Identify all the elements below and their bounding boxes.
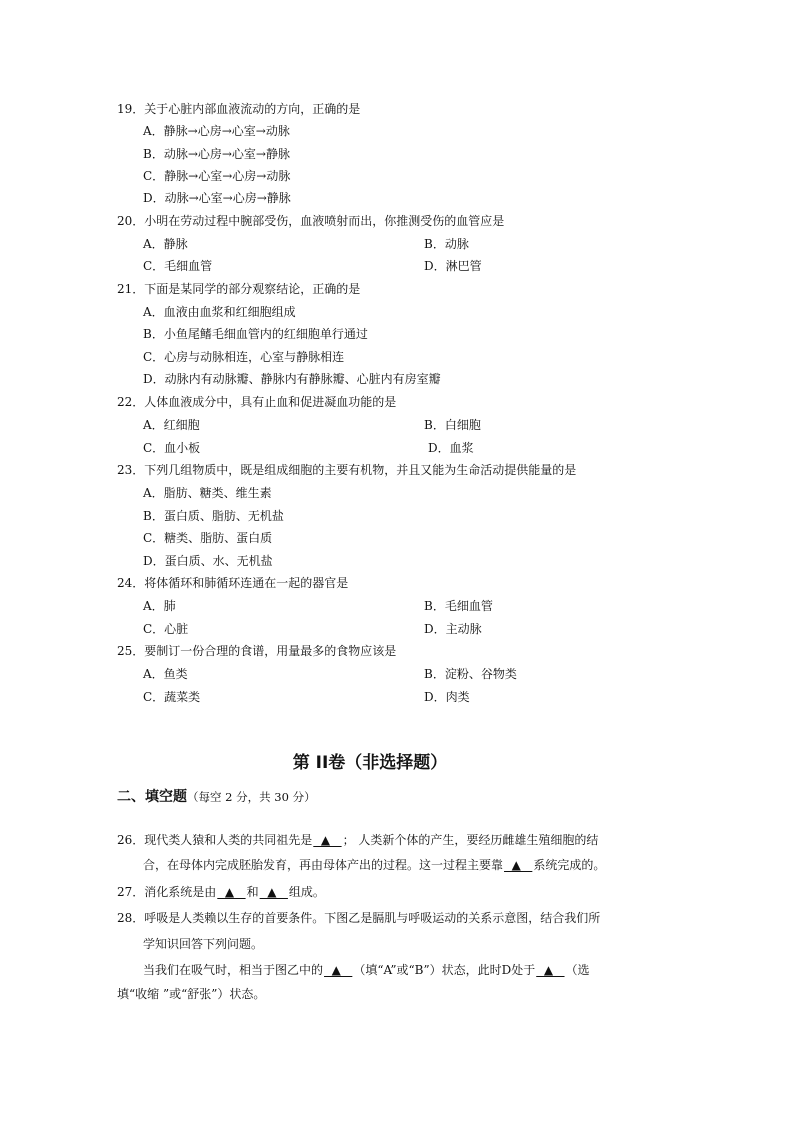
question-21-option-b: B．小鱼尾鳍毛细血管内的红细胞单行通过 [143,327,368,341]
section-title: 二、填空题 [117,789,187,805]
question-24-option-c: C．心脏 [143,622,189,636]
question-28-line-2: 学知识回答下列问题。 [143,937,264,951]
question-23-option-a: A．脂肪、糖类、维生素 [143,486,272,500]
question-20-stem: 20．小明在劳动过程中腕部受伤，血液喷射而出，你推测受伤的血管应是 [117,214,505,228]
question-22-option-a: A．红细胞 [143,418,200,432]
question-21-option-d: D．动脉内有动脉瓣、静脉内有静脉瓣、心脏内有房室瓣 [143,372,441,386]
question-24-option-a: A．肺 [143,599,176,613]
question-26-line-2: 合，在母体内完成胚胎发育，再由母体产出的过程。这一过程主要靠 ▲ 系统完成的。 [143,858,606,872]
answer-blank[interactable]: ▲ [536,963,565,977]
question-22-option-d: D．血浆 [428,441,474,455]
answer-blank[interactable]: ▲ [504,858,533,872]
question-19-option-c: C．静脉→心室→心房→动脉 [143,169,291,183]
question-22-option-b: B．白细胞 [424,418,481,432]
question-25-option-a: A．鱼类 [143,667,188,681]
question-24-option-d: D．主动脉 [424,622,482,636]
question-28-line-3: 当我们在吸气时，相当于图乙中的 ▲ （填“A”或“B”）状态，此时D处于 ▲ （选 [143,963,590,977]
answer-blank[interactable]: ▲ [217,885,246,899]
answer-blank[interactable]: ▲ [259,885,288,899]
question-20-option-a: A．静脉 [143,237,188,251]
question-23-option-c: C．糖类、脂肪、蛋白质 [143,531,273,545]
question-23-option-d: D．蛋白质、水、无机盐 [143,554,273,568]
question-25-option-c: C．蔬菜类 [143,690,201,704]
question-20-option-c: C．毛细血管 [143,259,213,273]
question-19-option-b: B．动脉→心房→心室→静脉 [143,147,290,161]
question-22-stem: 22．人体血液成分中，具有止血和促进凝血功能的是 [117,395,397,409]
question-21-option-a: A．血液由血浆和红细胞组成 [143,305,296,319]
section-fill-in-header [117,788,316,806]
question-20-option-b: B．动脉 [424,237,469,251]
question-24-option-b: B．毛细血管 [424,599,493,613]
question-24-stem: 24．将体循环和肺循环连通在一起的器官是 [117,576,349,590]
question-19-stem: 19．关于心脏内部血液流动的方向，正确的是 [117,102,361,116]
question-21-stem: 21．下面是某同学的部分观察结论，正确的是 [117,282,361,296]
question-25-option-b: B．淀粉、谷物类 [424,667,517,681]
question-20-option-d: D．淋巴管 [424,259,482,273]
answer-blank[interactable]: ▲ [313,833,342,847]
question-19-option-a: A．静脉→心房→心室→动脉 [143,124,290,138]
question-28-line-1: 28．呼吸是人类赖以生存的首要条件。下图乙是膈肌与呼吸运动的关系示意图，结合我们所 [117,911,601,925]
section-score-note: （每空 2 分，共 30 分） [187,790,316,804]
question-19-option-d: D．动脉→心室→心房→静脉 [143,191,291,205]
question-22-option-c: C．血小板 [143,441,201,455]
question-23-stem: 23．下列几组物质中，既是组成细胞的主要有机物，并且又能为生命活动提供能量的是 [117,463,577,477]
question-28-line-4: 填“收缩 ”或“舒张”）状态。 [117,987,266,1001]
part-2-title: 第 II卷（非选择题） [292,753,448,773]
question-27: 27．消化系统是由 ▲ 和 ▲ 组成。 [117,885,325,899]
question-26-line-1: 26．现代类人猿和人类的共同祖先是 ▲ ； 人类新个体的产生，要经历雌雄生殖细胞的结 [117,833,599,847]
question-25-stem: 25．要制订一份合理的食谱，用量最多的食物应该是 [117,644,397,658]
question-25-option-d: D．肉类 [424,690,470,704]
question-21-option-c: C．心房与动脉相连，心室与静脉相连 [143,350,345,364]
question-23-option-b: B．蛋白质、脂肪、无机盐 [143,509,284,523]
answer-blank[interactable]: ▲ [324,963,353,977]
